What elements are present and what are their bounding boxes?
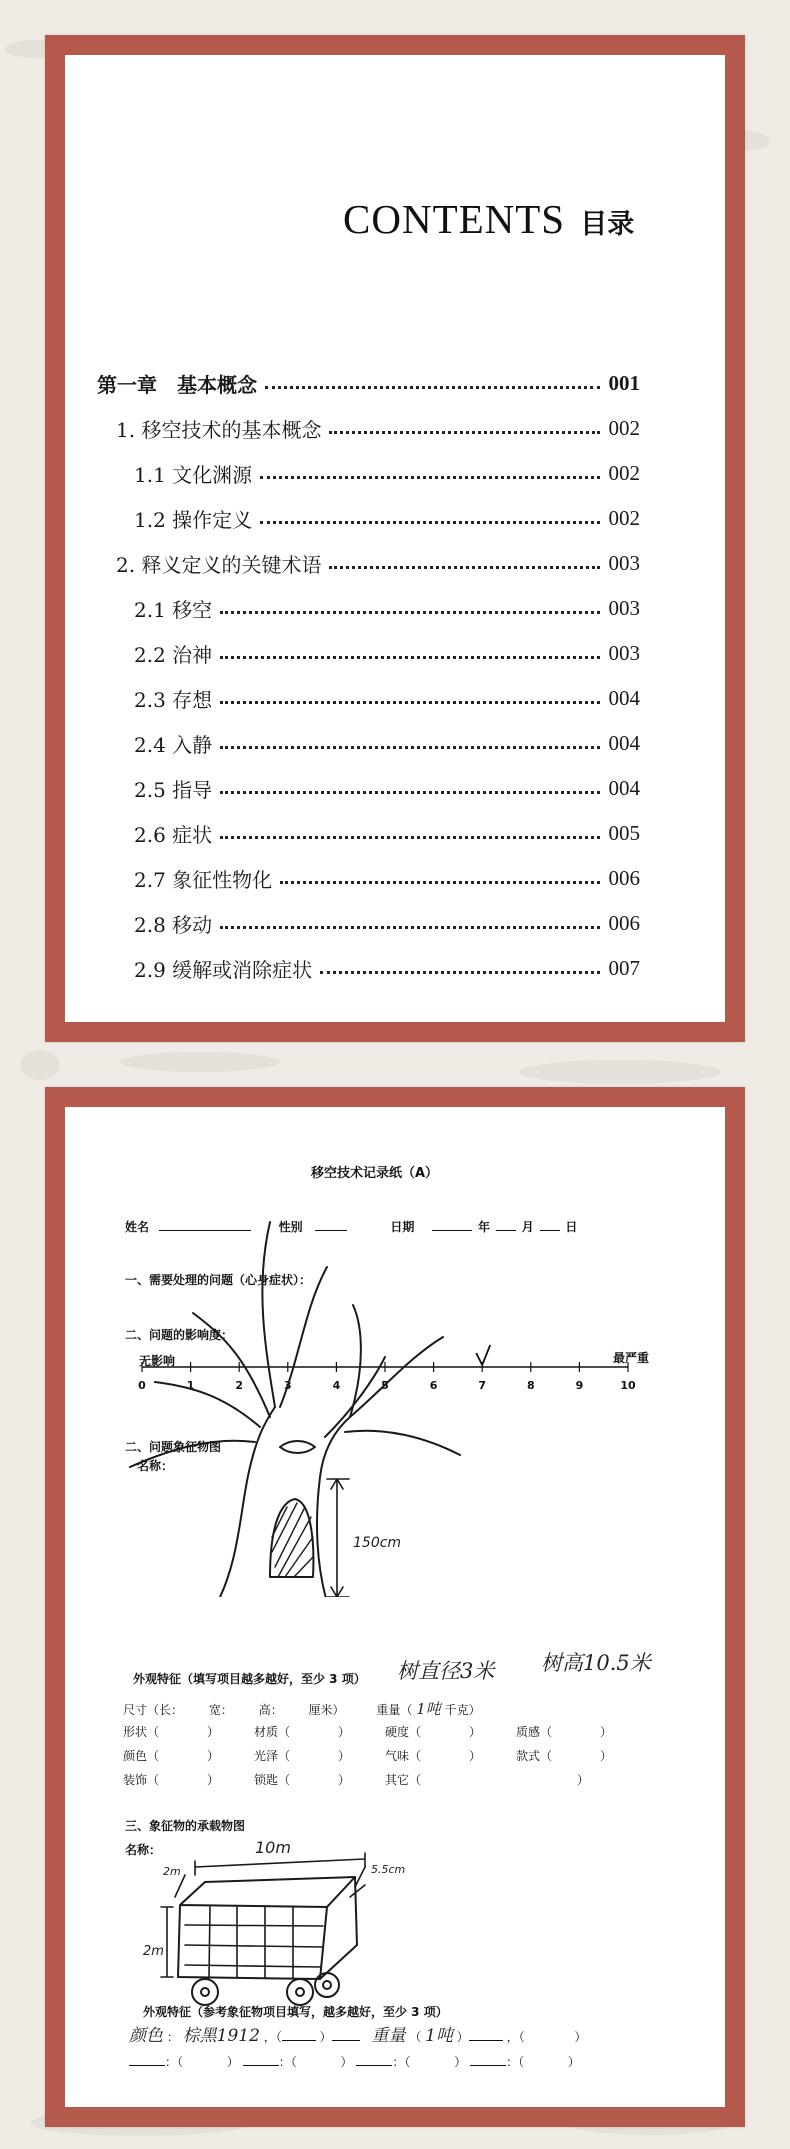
toc-entry[interactable]: [65, 946, 725, 991]
blank: [525, 2029, 571, 2041]
scale-tick-label: 7: [478, 1379, 487, 1392]
toc-entry-title: 2.3 存想: [134, 688, 213, 712]
scale-tick-label: 5: [381, 1379, 389, 1392]
symbol-name-label: 名称：: [137, 1459, 174, 1473]
toc-entry[interactable]: [65, 766, 725, 811]
section3-heading: 三、象征物的承载物图: [125, 1819, 246, 1833]
cart-rails: [185, 1907, 323, 1978]
tree-sketch-area: [65, 1107, 725, 1597]
attribute-field: 款式（ ）: [516, 1749, 613, 1763]
toc-entry-title: 第一章 基本概念: [97, 373, 257, 397]
cart-depth-note: 5.5cm: [371, 1863, 406, 1876]
section2-heading: 二、问题的影响度：: [125, 1328, 234, 1342]
cart-wheel: [287, 1979, 313, 2005]
toc-entry[interactable]: [65, 901, 725, 946]
height-dimension-line: [327, 1479, 349, 1597]
cart-side-dimension: [175, 1875, 185, 1897]
toc-entry[interactable]: [65, 811, 725, 856]
toc-leader-dots: [260, 476, 600, 479]
handwritten-color-label: 颜色: [129, 2026, 163, 2046]
handwritten-trunk-diameter: 树直径3米: [397, 1659, 495, 1683]
toc-entry-page: 004: [608, 731, 640, 755]
toc-entry[interactable]: [65, 631, 725, 676]
background-texture: [120, 1052, 280, 1072]
toc-leader-dots: [260, 521, 600, 524]
blank: [470, 2053, 506, 2066]
toc-entry-title: 1. 移空技术的基本概念: [116, 418, 322, 442]
tree-height-note: 150cm: [353, 1535, 402, 1551]
section2b-heading: 二、问题象征物图: [125, 1440, 222, 1454]
toc-entry-title: 2.9 缓解或消除症状: [134, 958, 313, 982]
tree-canopy-knot: [280, 1441, 315, 1453]
record-form: [65, 1107, 725, 2107]
toc-leader-dots: [220, 611, 600, 614]
blank: [356, 2053, 392, 2066]
month-label: 月: [521, 1220, 534, 1234]
cart-wheel: [192, 1979, 218, 2005]
scale-right-label: 最严重: [613, 1351, 650, 1365]
toc-entry-page: 003: [608, 596, 640, 620]
scale-tick-label: 3: [283, 1379, 292, 1392]
toc-entry-page: 004: [608, 686, 640, 710]
record-form-frame: [45, 1087, 745, 2127]
cart-front-poles: [350, 1867, 365, 1897]
toc-entry-title: 2.1 移空: [134, 598, 213, 622]
toc-entry-page: 002: [608, 461, 640, 485]
contents-page-frame: [45, 35, 745, 1042]
handwritten-weight-label: 重量: [371, 2026, 406, 2046]
toc-entry-title: 2.5 指导: [134, 778, 213, 802]
attribute-field: 气味（ ）: [385, 1749, 482, 1763]
scale-tick-label: 1: [186, 1379, 195, 1392]
toc-leader-dots: [220, 791, 600, 794]
name-label: 姓名: [125, 1220, 150, 1234]
blank: [243, 2053, 279, 2066]
blank: [332, 2028, 360, 2041]
scale-left-label: 无影响: [139, 1354, 176, 1368]
toc-entry-page: 006: [608, 911, 640, 935]
toc-entry-page: 002: [608, 506, 640, 530]
weight-label: 重量（: [376, 1703, 413, 1717]
attribute-field: 质感（ ）: [516, 1725, 613, 1739]
tree-trunk-right: [317, 1417, 350, 1597]
scale-tick-label: 8: [526, 1379, 535, 1392]
toc-entry[interactable]: [65, 676, 725, 721]
gender-label: 性别: [278, 1220, 303, 1234]
date-label: 日期: [390, 1220, 415, 1234]
toc-entry-page: 005: [608, 821, 640, 845]
tree-drawing: [130, 1222, 535, 1597]
cart-drawing: [161, 1853, 365, 2005]
weight-unit-label: 千克）: [444, 1703, 481, 1717]
size-height-label: 高：: [258, 1703, 283, 1717]
attribute-field: 颜色（ ）: [123, 1749, 220, 1763]
cart-wheel: [323, 1981, 331, 1989]
attribute-field: 锁匙（ ）: [254, 1773, 351, 1787]
blank: [282, 2028, 316, 2041]
size-length-label: 尺寸（长：: [123, 1703, 184, 1717]
toc-entry-page: 006: [608, 866, 640, 890]
toc-entry-page: 003: [608, 641, 640, 665]
tree-branch: [262, 1222, 275, 1407]
cart-wheel: [315, 1973, 339, 1997]
toc-leader-dots: [320, 971, 600, 974]
toc-list: [65, 361, 725, 991]
toc-leader-dots: [280, 881, 600, 884]
scale-tick-label: 10: [620, 1379, 636, 1392]
toc-entry[interactable]: [65, 496, 725, 541]
scale-tick-label: 9: [575, 1379, 584, 1392]
toc-leader-dots: [329, 566, 600, 569]
toc-leader-dots: [220, 926, 600, 929]
toc-entry[interactable]: [65, 721, 725, 766]
toc-leader-dots: [220, 656, 600, 659]
toc-leader-dots: [329, 431, 600, 434]
scale-check-mark: [476, 1345, 490, 1365]
cart-length-note: 10m: [255, 1838, 291, 1857]
section1-heading: 一、需要处理的问题（心身症状）：: [125, 1273, 312, 1287]
appearance2-label: 外观特征（参考象征物项目填写，越多越好，至少 3 项）: [143, 2005, 448, 2019]
record-form-page: [65, 1107, 725, 2107]
toc-leader-dots: [265, 386, 600, 389]
toc-entry[interactable]: [65, 586, 725, 631]
cart-body: [178, 1877, 357, 1979]
blank: [187, 2054, 227, 2066]
form-title: 移空技术记录纸（A）: [311, 1166, 439, 1181]
toc-entry-page: 007: [608, 956, 640, 980]
background-texture: [20, 1050, 60, 1080]
carrier-name-label: 名称：: [125, 1843, 162, 1857]
contents-page: [65, 55, 725, 1022]
tree-branch: [350, 1305, 361, 1417]
attribute-field: 装饰（ ）: [123, 1773, 220, 1787]
appearance2-row2: ：（ ） ：（ ） ：（ ） ：（ ）: [129, 2053, 580, 2070]
toc-entry[interactable]: [65, 406, 725, 451]
cart-height-dimension: [161, 1907, 173, 1977]
toc-entry-title: 2.7 象征性物化: [134, 868, 273, 892]
tree-branch: [350, 1337, 443, 1417]
contents-title: [343, 195, 634, 243]
size-width-label: 宽：: [208, 1703, 233, 1717]
toc-leader-dots: [220, 701, 600, 704]
cart-wheel: [296, 1988, 304, 1996]
toc-entry-page: 001: [608, 371, 640, 395]
handwritten-weight: 1吨: [416, 1700, 441, 1718]
toc-entry-title: 2.6 症状: [134, 823, 213, 847]
handwritten-weight-value: 1吨: [425, 2026, 453, 2046]
attribute-field: 光泽（ ）: [254, 1749, 351, 1763]
blank: [528, 2054, 568, 2066]
scale-tick-label: 2: [235, 1379, 244, 1392]
toc-leader-dots: [220, 746, 600, 749]
tree-branch: [193, 1313, 270, 1417]
attribute-field: 材质（ ）: [254, 1725, 351, 1739]
toc-entry[interactable]: [65, 451, 725, 496]
attribute-field: 形状（ ）: [123, 1725, 220, 1739]
blank: [469, 2028, 503, 2041]
toc-entry-title: 1.2 操作定义: [134, 508, 253, 532]
background-texture: [520, 1060, 720, 1084]
scale-tick-label: 4: [332, 1379, 341, 1392]
toc-entry[interactable]: [65, 361, 725, 406]
tree-branch: [155, 1382, 260, 1427]
day-label: 日: [565, 1220, 578, 1234]
cart-wheel: [201, 1988, 209, 1996]
blank: [301, 2054, 341, 2066]
toc-entry-page: 004: [608, 776, 640, 800]
appearance-label: 外观特征（填写项目越多越好，至少 3 项）: [133, 1672, 366, 1686]
contents-title-zh: 目录: [580, 209, 635, 240]
scale-tick-label: 6: [429, 1379, 438, 1392]
toc-entry-title: 2.2 治神: [134, 643, 213, 667]
year-label: 年: [478, 1220, 491, 1234]
toc-entry-page: 003: [608, 551, 640, 575]
attribute-field: 硬度（ ）: [385, 1725, 482, 1739]
attribute-field: 其它（ ）: [385, 1773, 590, 1787]
scale-tick-label: 0: [138, 1379, 146, 1392]
blank: [129, 2053, 165, 2066]
toc-entry[interactable]: [65, 541, 725, 586]
toc-leader-dots: [220, 836, 600, 839]
influence-scale: [138, 1345, 636, 1392]
handwritten-tree-height: 树高10.5米: [541, 1651, 651, 1675]
toc-entry[interactable]: [65, 856, 725, 901]
cart-height-note: 2m: [143, 1944, 164, 1959]
blank: [414, 2054, 454, 2066]
tree-trunk-left: [215, 1407, 275, 1597]
contents-title-en: CONTENTS: [343, 196, 566, 242]
toc-entry-title: 2.8 移动: [134, 913, 213, 937]
tree-branch: [345, 1431, 460, 1455]
toc-entry-page: 002: [608, 416, 640, 440]
toc-entry-title: 2. 释义定义的关键术语: [116, 553, 322, 577]
appearance2-row1: 颜色 ： 棕黑1912 ，（ ） 重量 （ 1吨 ） ，（ ）: [129, 2026, 587, 2046]
handwritten-color-value: 棕黑1912: [182, 2026, 260, 2046]
tree-branch: [280, 1267, 327, 1407]
tree-branch: [130, 1441, 255, 1467]
toc-entry-title: 2.4 入静: [134, 733, 213, 757]
size-row: [123, 1698, 481, 1719]
size-unit-label: 厘米）: [308, 1703, 345, 1717]
cart-side-note: 2m: [163, 1865, 181, 1878]
toc-entry-title: 1.1 文化渊源: [134, 463, 253, 487]
